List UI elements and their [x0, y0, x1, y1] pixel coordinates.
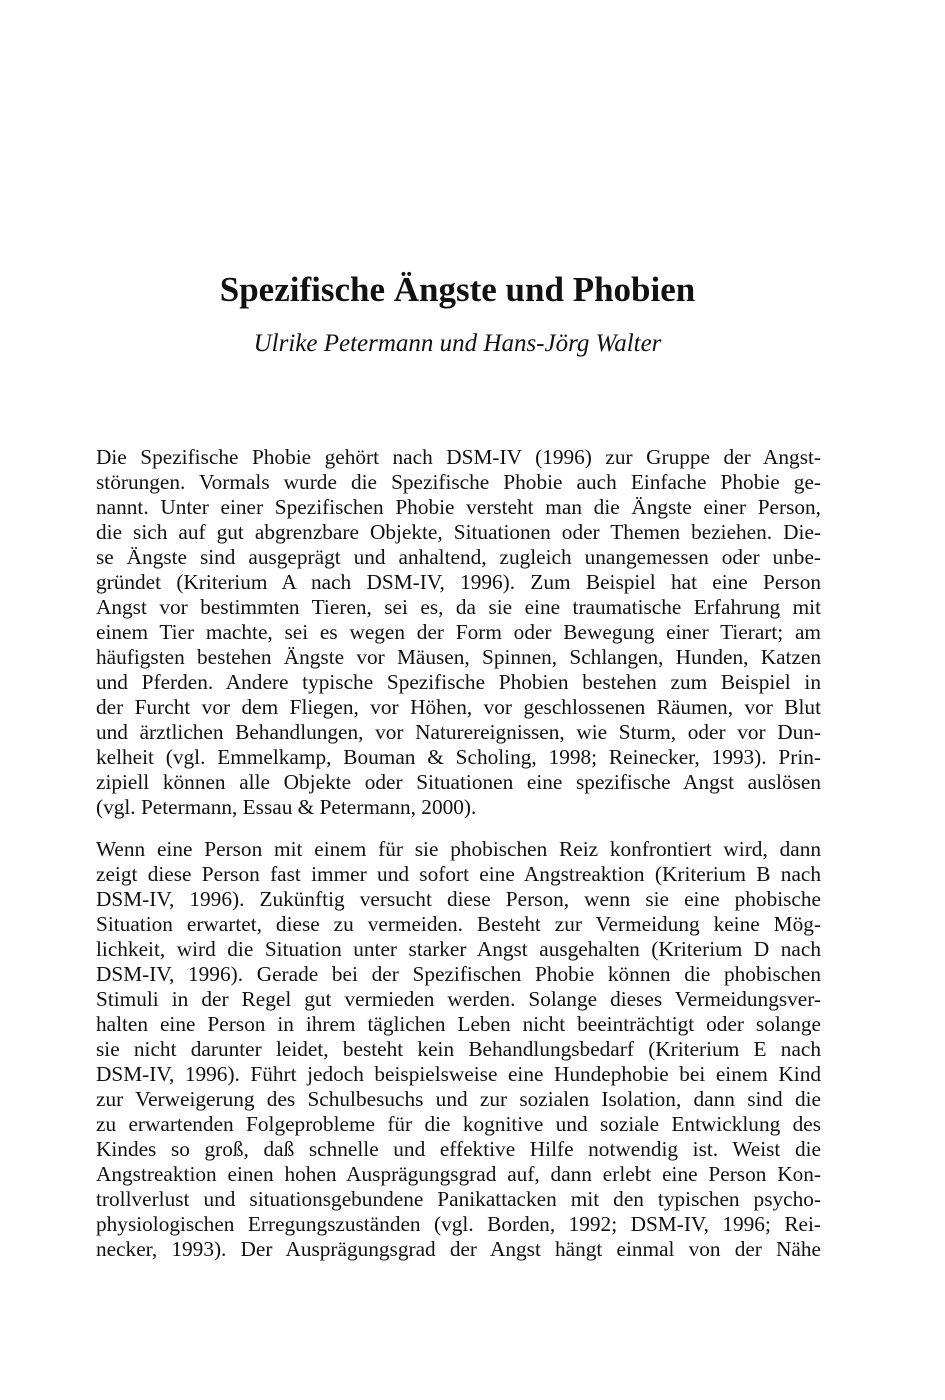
text-line: DSM-IV, 1996). Gerade bei der Spezifischen Phobie können die phobischen: [96, 962, 821, 986]
text-line: Angst vor bestimmten Tieren, sei es, da sie eine traumatische Erfahrung mit: [96, 595, 821, 619]
text-line: trollverlust und situationsgebundene Panikattacken mit den typischen psycho-: [96, 1187, 821, 1211]
text-line: nannt. Unter einer Spezifischen Phobie versteht man die Ängste einer Person,: [96, 495, 821, 519]
text-line: sie nicht darunter leidet, besteht kein Behandlungsbedarf (Kriterium E nach: [96, 1037, 821, 1061]
text-line: störungen. Vormals wurde die Spezifische Phobie auch Einfache Phobie ge-: [96, 470, 821, 494]
text-line: der Furcht vor dem Fliegen, vor Höhen, vor geschlossenen Räumen, vor Blut: [96, 695, 821, 719]
text-line: und ärztlichen Behandlungen, vor Naturereignissen, wie Sturm, oder vor Dun-: [96, 720, 821, 744]
text-line: Angstreaktion einen hohen Ausprägungsgrad auf, dann erlebt eine Person Kon-: [96, 1162, 821, 1186]
paragraph-gap: [96, 820, 821, 837]
text-line: zipiell können alle Objekte oder Situationen eine spezifische Angst auslösen: [96, 770, 821, 794]
text-line: se Ängste sind ausgeprägt und anhaltend, zugleich unangemessen oder unbe-: [96, 545, 821, 569]
text-line: physiologischen Erregungszuständen (vgl. Borden, 1992; DSM-IV, 1996; Rei-: [96, 1212, 821, 1236]
text-line: Kindes so groß, daß schnelle und effektive Hilfe notwendig ist. Weist die: [96, 1137, 821, 1161]
paragraph-2: [96, 837, 821, 1262]
paragraph-1: [96, 445, 821, 820]
chapter-authors: Ulrike Petermann und Hans-Jörg Walter: [253, 330, 662, 357]
text-line: lichkeit, wird die Situation unter starker Angst ausgehalten (Kriterium D nach: [96, 937, 821, 961]
text-line: Wenn eine Person mit einem für sie phobischen Reiz konfrontiert wird, dann: [96, 837, 821, 861]
text-line: (vgl. Petermann, Essau & Petermann, 2000).: [96, 795, 477, 819]
text-line: Stimuli in der Regel gut vermieden werden. Solange dieses Vermeidungsver-: [96, 987, 821, 1011]
text-line: häufigsten bestehen Ängste vor Mäusen, Spinnen, Schlangen, Hunden, Katzen: [96, 645, 821, 669]
text-line: zur Verweigerung des Schulbesuchs und zur sozialen Isolation, dann sind die: [96, 1087, 821, 1111]
text-line: DSM-IV, 1996). Führt jedoch beispielsweise eine Hundephobie bei einem Kind: [96, 1062, 821, 1086]
text-line: zu erwartenden Folgeprobleme für die kognitive und soziale Entwicklung des: [96, 1112, 821, 1136]
text-line: DSM-IV, 1996). Zukünftig versucht diese Person, wenn sie eine phobische: [96, 887, 821, 911]
text-line: kelheit (vgl. Emmelkamp, Bouman & Scholing, 1998; Reinecker, 1993). Prin-: [96, 745, 821, 769]
text-line: einem Tier machte, sei es wegen der Form oder Bewegung einer Tierart; am: [96, 620, 821, 644]
text-line: die sich auf gut abgrenzbare Objekte, Situationen oder Themen beziehen. Die-: [96, 520, 821, 544]
body-text: [96, 445, 821, 1262]
chapter-title: Spezifische Ängste und Phobien: [219, 270, 696, 309]
text-line: und Pferden. Andere typische Spezifische Phobien bestehen zum Beispiel in: [96, 670, 821, 694]
text-line: gründet (Kriterium A nach DSM-IV, 1996). Zum Beispiel hat eine Person: [96, 570, 821, 594]
text-line: necker, 1993). Der Ausprägungsgrad der Angst hängt einmal von der Nähe: [96, 1237, 821, 1261]
text-line: halten eine Person in ihrem täglichen Leben nicht beeinträchtigt oder solange: [96, 1012, 821, 1036]
text-line: Die Spezifische Phobie gehört nach DSM-IV (1996) zur Gruppe der Angst-: [96, 445, 821, 469]
text-line: Situation erwartet, diese zu vermeiden. Besteht zur Vermeidung keine Mög-: [96, 912, 821, 936]
text-line: zeigt diese Person fast immer und sofort eine Angstreaktion (Kriterium B nach: [96, 862, 821, 886]
